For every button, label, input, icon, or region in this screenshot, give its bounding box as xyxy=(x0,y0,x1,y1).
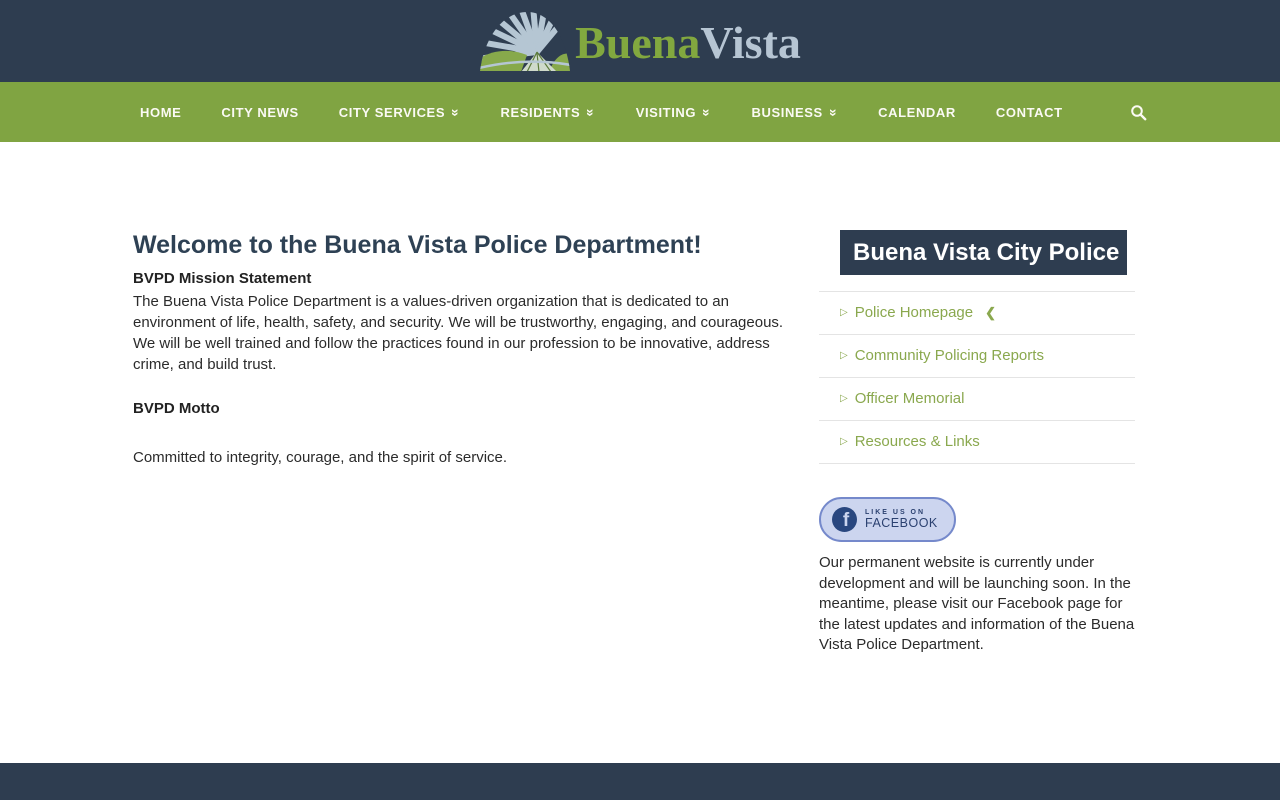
sidebar-link-label[interactable]: Officer Memorial xyxy=(854,390,965,407)
main-column xyxy=(133,230,805,763)
sidebar-link-label[interactable]: Community Policing Reports xyxy=(854,347,1044,364)
nav-label: VISITING xyxy=(635,104,697,120)
sunrise-landscape-icon xyxy=(479,10,571,72)
sidebar-link-label[interactable]: Police Homepage xyxy=(854,304,974,321)
nav-item-residents[interactable] xyxy=(500,104,600,121)
mission-text: The Buena Vista Police Department is a values-driven organization that is dedicated to an environment of life, health, safety, and security. We will be trustworthy, engaging, and courageous. We will be well trained and follow the practices found in our profession to be innovative, address crime, and build trust. xyxy=(133,293,784,373)
nav-item-contact[interactable] xyxy=(996,105,1063,120)
site-header xyxy=(0,0,1280,82)
motto-heading: BVPD Motto xyxy=(133,400,220,417)
facebook-button-line1: LIKE US ON xyxy=(865,509,926,516)
search-icon xyxy=(1130,104,1147,121)
logo-text-buena: Buena xyxy=(575,17,701,68)
logo-text-vista: Vista xyxy=(700,17,801,68)
triangle-bullet-icon: ▷ xyxy=(840,350,848,361)
sidebar-link-label[interactable]: Resources & Links xyxy=(854,433,980,450)
site-logo[interactable] xyxy=(479,10,801,72)
chevron-down-icon: » xyxy=(825,108,842,117)
facebook-icon: f xyxy=(832,507,857,532)
sidebar-link-officer-memorial[interactable] xyxy=(819,378,1135,421)
triangle-bullet-icon: ▷ xyxy=(840,393,848,404)
nav-item-business[interactable] xyxy=(751,104,842,121)
chevron-down-icon: » xyxy=(583,108,600,117)
triangle-bullet-icon: ▷ xyxy=(840,307,848,318)
nav-item-calendar[interactable] xyxy=(878,105,956,120)
sidebar-link-list xyxy=(819,291,1135,464)
nav-label: CONTACT xyxy=(995,104,1063,120)
content-area xyxy=(133,142,1147,763)
main-nav xyxy=(0,82,1280,142)
motto-text: Committed to integrity, courage, and the spirit of service. xyxy=(133,449,508,466)
nav-label: CITY SERVICES xyxy=(338,104,446,120)
chevron-down-icon: » xyxy=(448,108,465,117)
nav-label: HOME xyxy=(140,104,182,120)
nav-label: CITY NEWS xyxy=(221,104,299,120)
sidebar-link-resources-links[interactable] xyxy=(819,421,1135,464)
nav-label: CALENDAR xyxy=(878,104,956,120)
nav-label: RESIDENTS xyxy=(500,104,581,120)
chevron-down-icon: » xyxy=(699,108,716,117)
nav-item-city-news[interactable] xyxy=(221,105,298,120)
nav-item-home[interactable] xyxy=(140,105,181,120)
nav-item-city-services[interactable] xyxy=(338,104,465,121)
nav-item-visiting[interactable] xyxy=(635,104,716,121)
current-page-marker-icon: ❮ xyxy=(985,305,997,320)
facebook-button-line2: FACEBOOK xyxy=(865,516,938,530)
sidebar-link-police-homepage[interactable] xyxy=(819,291,1135,335)
nav-label: BUSINESS xyxy=(751,104,823,120)
page-title: Welcome to the Buena Vista Police Department! xyxy=(133,231,702,259)
sidebar-link-community-policing-reports[interactable] xyxy=(819,335,1135,378)
search-button[interactable] xyxy=(1130,104,1147,121)
sidebar-title: Buena Vista City Police xyxy=(840,230,1127,275)
mission-heading: BVPD Mission Statement xyxy=(133,270,312,287)
triangle-bullet-icon: ▷ xyxy=(840,436,848,447)
sidebar-note: Our permanent website is currently under development and will be launching soon. In the meantime, please visit our Facebook page for the latest updates and information of the Buena Vista Police Department. xyxy=(819,554,1135,653)
facebook-like-button[interactable] xyxy=(819,497,956,542)
nav-inner xyxy=(133,82,1147,142)
site-footer xyxy=(0,763,1280,800)
sidebar xyxy=(819,230,1135,763)
